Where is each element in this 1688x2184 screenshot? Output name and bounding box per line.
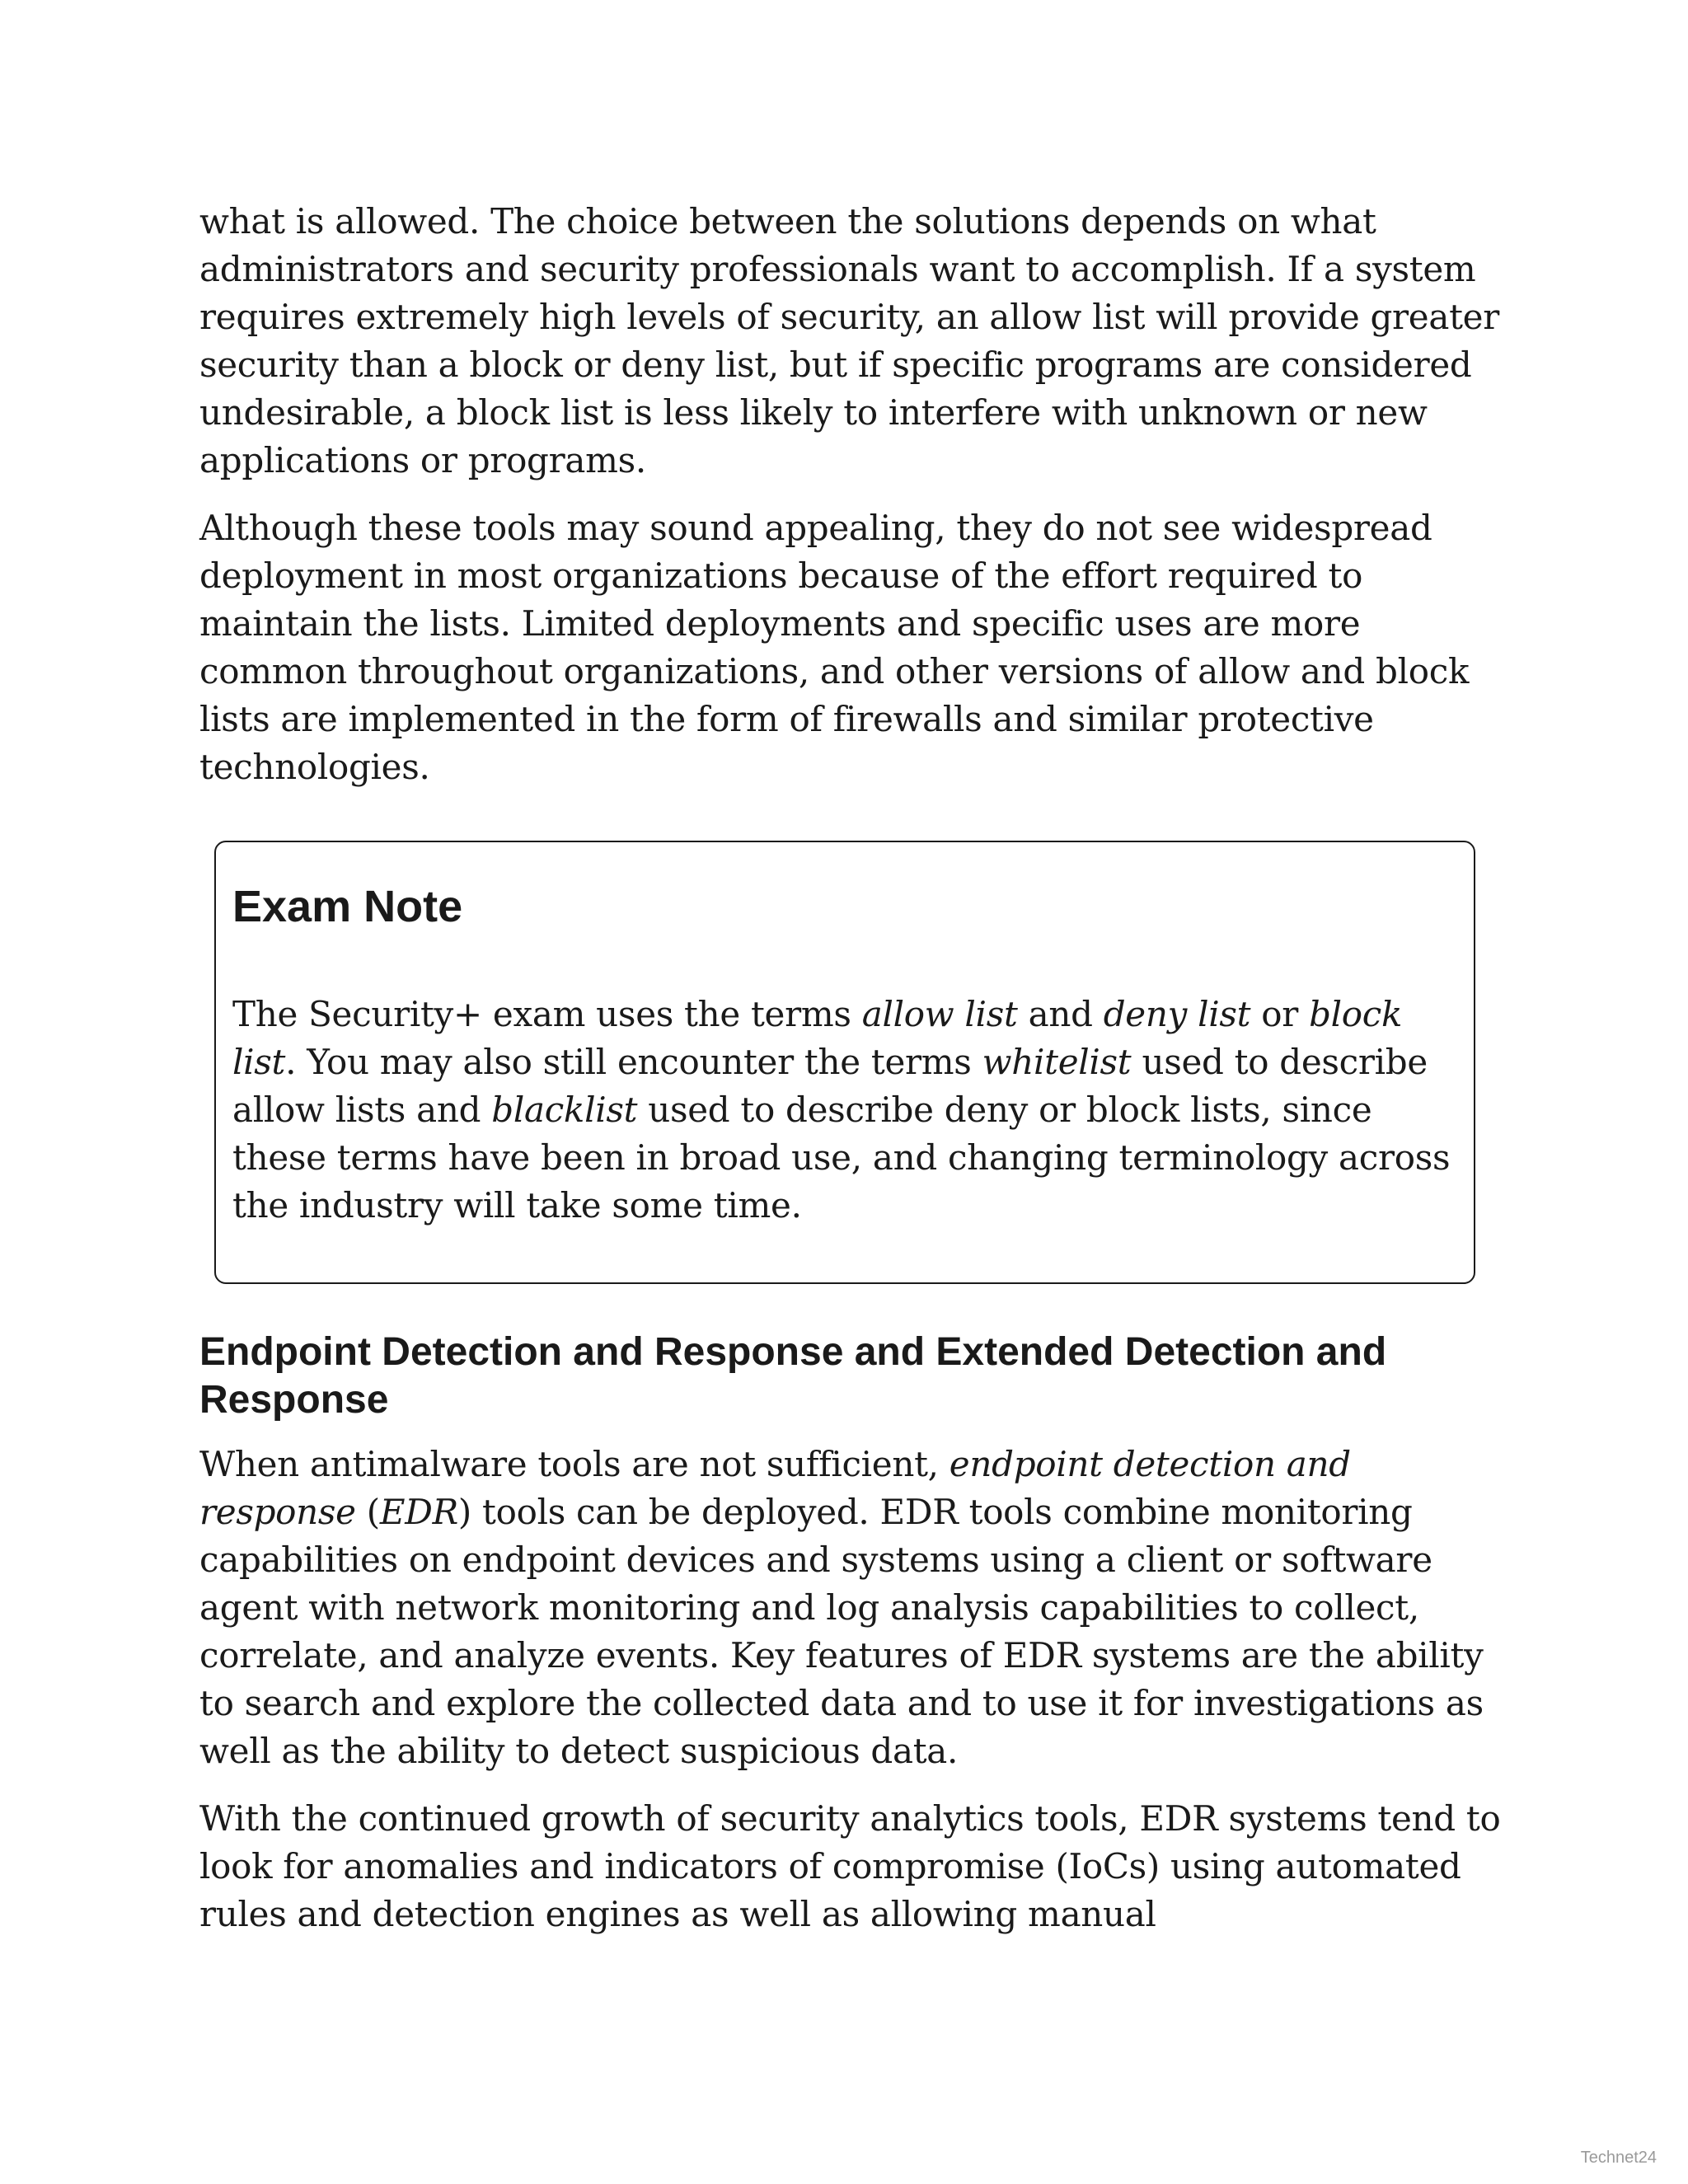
text-segment: or [1250, 994, 1310, 1034]
term-whitelist: whitelist [982, 1042, 1132, 1082]
term-deny-list: deny list [1103, 994, 1251, 1034]
term-allow-list: allow list [861, 994, 1018, 1034]
term-blacklist: blacklist [491, 1090, 638, 1130]
page-content [199, 198, 1510, 1958]
section-heading-edr-xdr: Endpoint Detection and Response and Extended Detection and Response [199, 1330, 1387, 1422]
text-segment: ) tools can be deployed. EDR tools combine monitoring capabilities on endpoint devices and systems using a client or software agent with network monitoring and log analysis capabilities to collect, correlate, and analyze events. Key features of EDR systems are the ability to search and explore the collected data and to use it for investigations as well as the ability to detect suspicious data. [199, 1492, 1484, 1771]
paragraph-edr-analytics: With the continued growth of security analytics tools, EDR systems tend to look for anomalies and indicators of compromise (IoCs) using automated rules and detection engines as well as allowing manual [199, 1798, 1501, 1934]
exam-note-title: Exam Note [232, 882, 463, 931]
text-segment: used to describe allow lists and [232, 1042, 1428, 1130]
text-segment: . You may also still encounter the terms [285, 1042, 982, 1082]
text-segment: When antimalware tools are not sufficient, [199, 1444, 950, 1484]
term-edr-abbr: EDR [379, 1492, 458, 1532]
exam-note-box [214, 841, 1475, 1284]
term-edr-full: endpoint detection and response [199, 1444, 1351, 1532]
text-segment: and [1017, 994, 1104, 1034]
paragraph-allow-list-choice: what is allowed. The choice between the solutions depends on what administrators and security professionals want to accomplish. If a system requires extremely high levels of security, an allow list will provide greater security than a block or deny list, but if specific programs are considered undesirable, a block list is less likely to interfere with unknown or new applications or programs. [199, 201, 1500, 480]
text-segment: ( [355, 1492, 380, 1532]
text-segment: used to describe deny or block lists, since these terms have been in broad use, and changing terminology across the industry will take some time. [232, 1090, 1451, 1226]
text-segment: The Security+ exam uses the terms [232, 994, 862, 1034]
paragraph-deployment: Although these tools may sound appealing, they do not see widespread deployment in most organizations because of the effort required to maintain the lists. Limited deployments and specific uses are more common throughout organizations, and other versions of allow and block lists are implemented in the form of firewalls and similar protective technologies. [199, 508, 1470, 787]
term-block-list: block list [232, 994, 1403, 1082]
watermark-text: Technet24 [1580, 2149, 1657, 2167]
exam-note-text [232, 991, 1456, 1230]
paragraph-edr-intro [199, 1441, 1510, 1775]
